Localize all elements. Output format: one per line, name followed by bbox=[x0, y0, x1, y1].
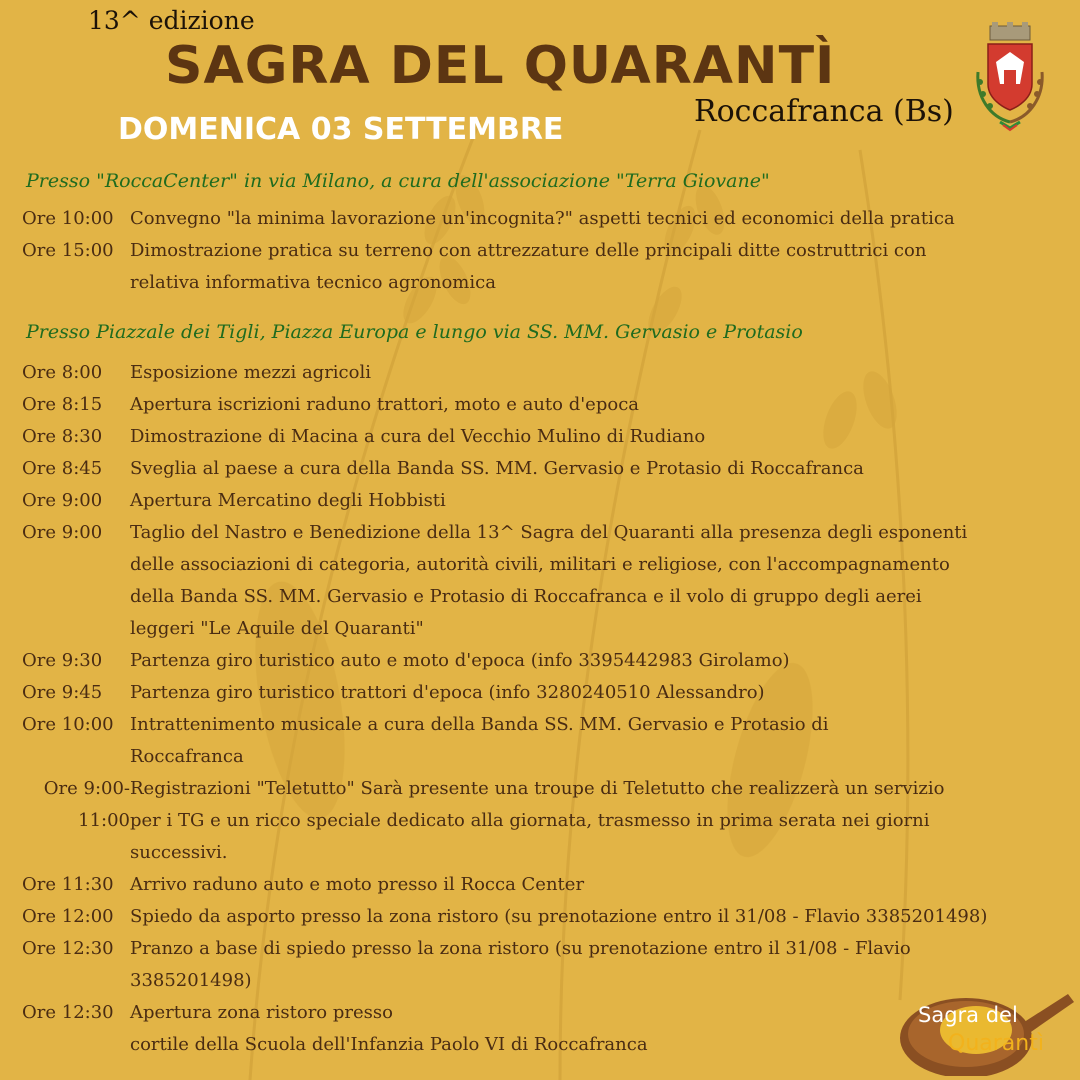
schedule-row bbox=[22, 357, 1080, 389]
section-heading-roccacenter: Presso "RoccaCenter" in via Milano, a cura dell'associazione "Terra Giovane" bbox=[26, 170, 770, 192]
event-description: Apertura zona ristoro presso cortile della Scuola dell'Infanzia Paolo VI di Roccafranca bbox=[130, 1002, 648, 1055]
event-time: Ore 8:30 bbox=[22, 426, 103, 447]
logo-text-line2: Quarantì bbox=[948, 1031, 1044, 1056]
logo-text-line1: Sagra del bbox=[918, 1003, 1018, 1027]
roccacenter-schedule bbox=[22, 203, 1080, 299]
schedule-row bbox=[22, 453, 1080, 485]
schedule-row bbox=[22, 773, 1080, 869]
event-description: Partenza giro turistico trattori d'epoca (info 3280240510 Alessandro) bbox=[130, 682, 765, 703]
schedule-row bbox=[22, 901, 1080, 933]
event-time: Ore 11:30 bbox=[22, 874, 114, 895]
event-time: Ore 15:00 bbox=[22, 240, 114, 261]
event-time: Ore 8:00 bbox=[22, 362, 103, 383]
schedule-row bbox=[22, 517, 1080, 645]
schedule-row bbox=[22, 869, 1080, 901]
section-heading-piazzale: Presso Piazzale dei Tigli, Piazza Europa e lungo via SS. MM. Gervasio e Protasio bbox=[26, 321, 803, 343]
piazzale-schedule bbox=[22, 357, 1080, 1061]
event-time: Ore 8:45 bbox=[22, 458, 103, 479]
event-description: Taglio del Nastro e Benedizione della 13^ Sagra del Quaranti alla presenza degli esponenti delle associazioni di categoria, autorità civili, militari e religiose, con l'accompagnamento della Banda SS. MM. Gervasio e Protasio di Roccafranca e il volo di gruppo degli aerei leggeri "Le Aquile del Quaranti" bbox=[130, 522, 968, 639]
event-description: Arrivo raduno auto e moto presso il Rocca Center bbox=[130, 874, 585, 895]
event-description: Sveglia al paese a cura della Banda SS. MM. Gervasio e Protasio di Roccafranca bbox=[130, 458, 864, 479]
event-time: Ore 9:00 bbox=[22, 490, 103, 511]
event-time: Ore 10:00 bbox=[22, 208, 114, 229]
schedule-row bbox=[22, 645, 1080, 677]
event-description: Apertura Mercatino degli Hobbisti bbox=[130, 490, 446, 511]
event-time: Ore 8:15 bbox=[22, 394, 103, 415]
schedule-row bbox=[22, 203, 1080, 235]
event-time: Ore 9:00- 11:00 bbox=[43, 778, 130, 831]
event-time: Ore 12:00 bbox=[22, 906, 114, 927]
edition-label: 13^ edizione bbox=[88, 6, 255, 35]
event-date: DOMENICA 03 SETTEMBRE bbox=[118, 112, 564, 147]
event-description: Pranzo a base di spiedo presso la zona ristoro (su prenotazione entro il 31/08 - Flavio 3385201498) bbox=[130, 938, 911, 991]
schedule-row bbox=[22, 389, 1080, 421]
event-description: Intrattenimento musicale a cura della Banda SS. MM. Gervasio e Protasio di Roccafranca bbox=[130, 714, 829, 767]
event-description: Convegno "la minima lavorazione un'incognita?" aspetti tecnici ed economici della pratica bbox=[130, 208, 955, 229]
coat-of-arms-icon bbox=[970, 22, 1050, 132]
schedule-row bbox=[22, 235, 1080, 299]
town-name: Roccafranca (Bs) bbox=[694, 94, 954, 129]
event-time: Ore 9:30 bbox=[22, 650, 103, 671]
schedule-row bbox=[22, 421, 1080, 453]
event-time: Ore 9:45 bbox=[22, 682, 103, 703]
event-description: Spiedo da asporto presso la zona ristoro (su prenotazione entro il 31/08 - Flavio 3385201498) bbox=[130, 906, 988, 927]
event-time: Ore 9:00 bbox=[22, 522, 103, 543]
event-description: Partenza giro turistico auto e moto d'epoca (info 3395442983 Girolamo) bbox=[130, 650, 790, 671]
event-description: Dimostrazione pratica su terreno con attrezzature delle principali ditte costruttrici con relativa informativa tecnico agronomica bbox=[130, 240, 927, 293]
event-time: Ore 10:00 bbox=[22, 714, 114, 735]
event-description: Dimostrazione di Macina a cura del Vecchio Mulino di Rudiano bbox=[130, 426, 706, 447]
event-time: Ore 12:30 bbox=[22, 1002, 114, 1023]
event-description: Esposizione mezzi agricoli bbox=[130, 362, 371, 383]
schedule-row bbox=[22, 677, 1080, 709]
schedule-row bbox=[22, 709, 1080, 773]
schedule-row bbox=[22, 485, 1080, 517]
event-description: Apertura iscrizioni raduno trattori, moto e auto d'epoca bbox=[130, 394, 640, 415]
event-title: SAGRA DEL QUARANTÌ bbox=[165, 36, 836, 96]
event-description: Registrazioni "Teletutto" Sarà presente una troupe di Teletutto che realizzerà un servizio per i TG e un ricco speciale dedicato alla giornata, trasmesso in prima serata nei giorni successivi. bbox=[130, 778, 945, 863]
event-time: Ore 12:30 bbox=[22, 938, 114, 959]
